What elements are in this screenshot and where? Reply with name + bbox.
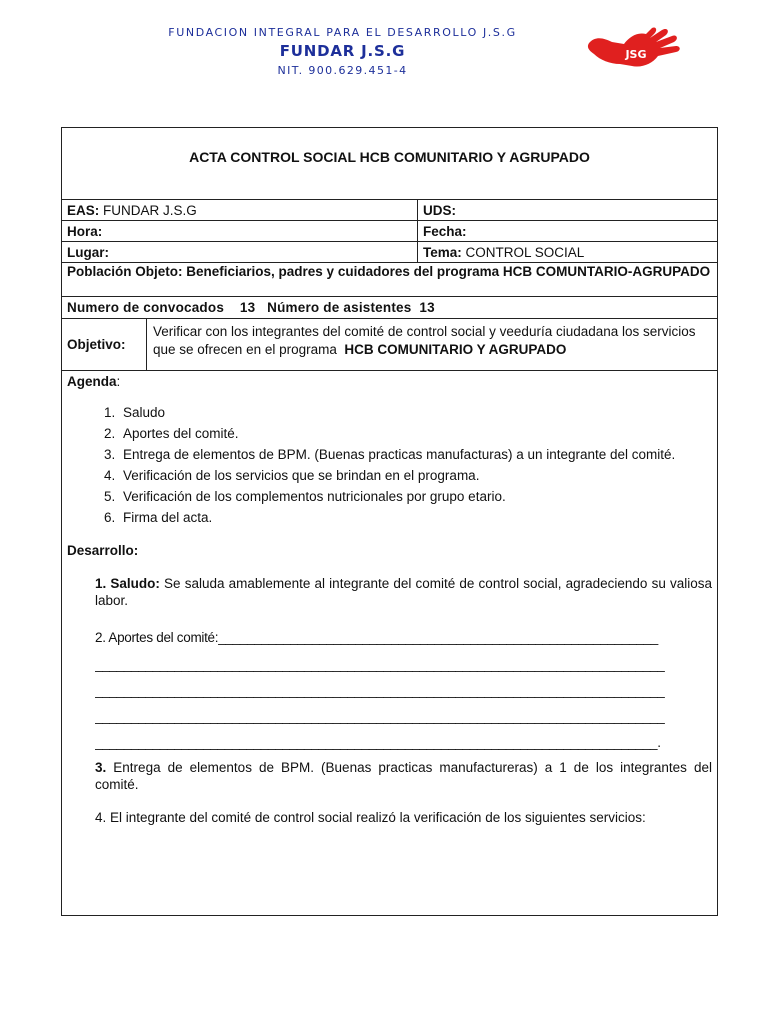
svg-text:JSG: JSG [625, 48, 647, 61]
blank-line: _______________________________________________________________________________ [95, 657, 665, 672]
asistentes-value: 13 [419, 300, 435, 315]
objetivo-row [62, 319, 717, 371]
list-item: 1. Saludo [119, 404, 712, 421]
blank-line: _______________________________________________________________________________ [95, 709, 665, 724]
saludo-text: Se saluda amablemente al integrante del comité de control social, agradeciendo su valiosa labor. [95, 576, 712, 608]
saludo-label: 1. Saludo: [95, 576, 160, 591]
objetivo-text: Verificar con los integrantes del comité de control social y veeduría ciudadana los servicios que se ofrecen en el programa [153, 324, 696, 357]
objetivo-program: HCB COMUNITARIO Y AGRUPADO [344, 342, 567, 357]
list-item: 3. Entrega de elementos de BPM. (Buenas practicas manufacturas) a un integrante del comité. [119, 446, 712, 463]
letterhead [0, 0, 768, 100]
asistentes-label: Número de asistentes [267, 300, 412, 315]
blank-line: _______________________________________________________________________________ [95, 683, 665, 698]
convocados-value: 13 [239, 300, 256, 315]
eas-label: EAS: [67, 203, 100, 218]
acta-document [61, 127, 718, 916]
row-eas-uds [62, 200, 717, 221]
saludo-paragraph [95, 575, 712, 609]
verificacion-paragraph: 4. El integrante del comité de control social realizó la verificación de los siguientes servicios: [95, 810, 646, 825]
convocados-row [62, 297, 717, 319]
hand-logo-icon [582, 20, 690, 76]
aportes-label: 2. Aportes del comité: [95, 630, 219, 645]
aportes-line: 2. Aportes del comité:_____________________________________________________________ [95, 630, 658, 645]
tema-label: Tema: [423, 245, 462, 260]
org-short-name: FUNDAR J.S.G [279, 42, 406, 60]
row-lugar-tema [62, 242, 717, 263]
list-item: 6. Firma del acta. [119, 509, 712, 526]
row-hora-fecha [62, 221, 717, 242]
entrega-text: Entrega de elementos de BPM. (Buenas practicas manufactureras) a 1 de los integrantes del comité. [95, 760, 712, 792]
uds-label: UDS: [423, 203, 456, 218]
agenda-label: Agenda [67, 374, 117, 389]
document-title: ACTA CONTROL SOCIAL HCB COMUNITARIO Y AGRUPADO [62, 128, 717, 200]
org-full-name: FUNDACION INTEGRAL PARA EL DESARROLLO J.S.G [168, 26, 517, 39]
org-nit: NIT. 900.629.451-4 [277, 64, 408, 77]
poblacion-objeto: Población Objeto: Beneficiarios, padres y cuidadores del programa HCB COMUNTARIO-AGRUPADO [62, 263, 717, 297]
tema-value: CONTROL SOCIAL [465, 245, 585, 260]
agenda-list [67, 404, 712, 526]
objetivo-label: Objetivo: [62, 319, 147, 370]
acta-body: Agenda: 1. Saludo 2. Aportes del comité. 3. Entrega de elementos de BPM. (Buenas practicas manufacturas) a un integrante del comité. 4. Verificación de los servicios que se brindan en el programa. 5. Verificación de los complementos nutricionales por grupo etario. 6. Firma del acta. Desarrollo: 1. Saludo: Se saluda amablemente al integrante del comité de control social, agradeciendo su valiosa labor. 2. Aportes del comité:_____________________________________________________________ _______________________________________________________________________________ _______________________________________________________________________________ _______________________________________________________________________________ ______________________________________________________________________________. 3. Entrega de elementos de BPM. (Buenas practicas manufactureras) a 1 de los integrantes del comité. 4. El integrante del comité de control social realizó la verificación de los siguientes servicios: [62, 371, 717, 826]
hora-label: Hora: [67, 224, 103, 239]
list-item: 5. Verificación de los complementos nutricionales por grupo etario. [119, 488, 712, 505]
entrega-paragraph [95, 759, 712, 793]
desarrollo-label: Desarrollo: [67, 543, 139, 558]
entrega-number: 3. [95, 760, 107, 775]
fecha-label: Fecha: [423, 224, 467, 239]
lugar-label: Lugar: [67, 245, 109, 260]
list-item: 4. Verificación de los servicios que se brindan en el programa. [119, 467, 712, 484]
blank-line: ______________________________________________________________________________. [95, 735, 661, 750]
eas-value: FUNDAR J.S.G [103, 203, 197, 218]
list-item: 2. Aportes del comité. [119, 425, 712, 442]
convocados-label: Numero de convocados [67, 300, 225, 315]
